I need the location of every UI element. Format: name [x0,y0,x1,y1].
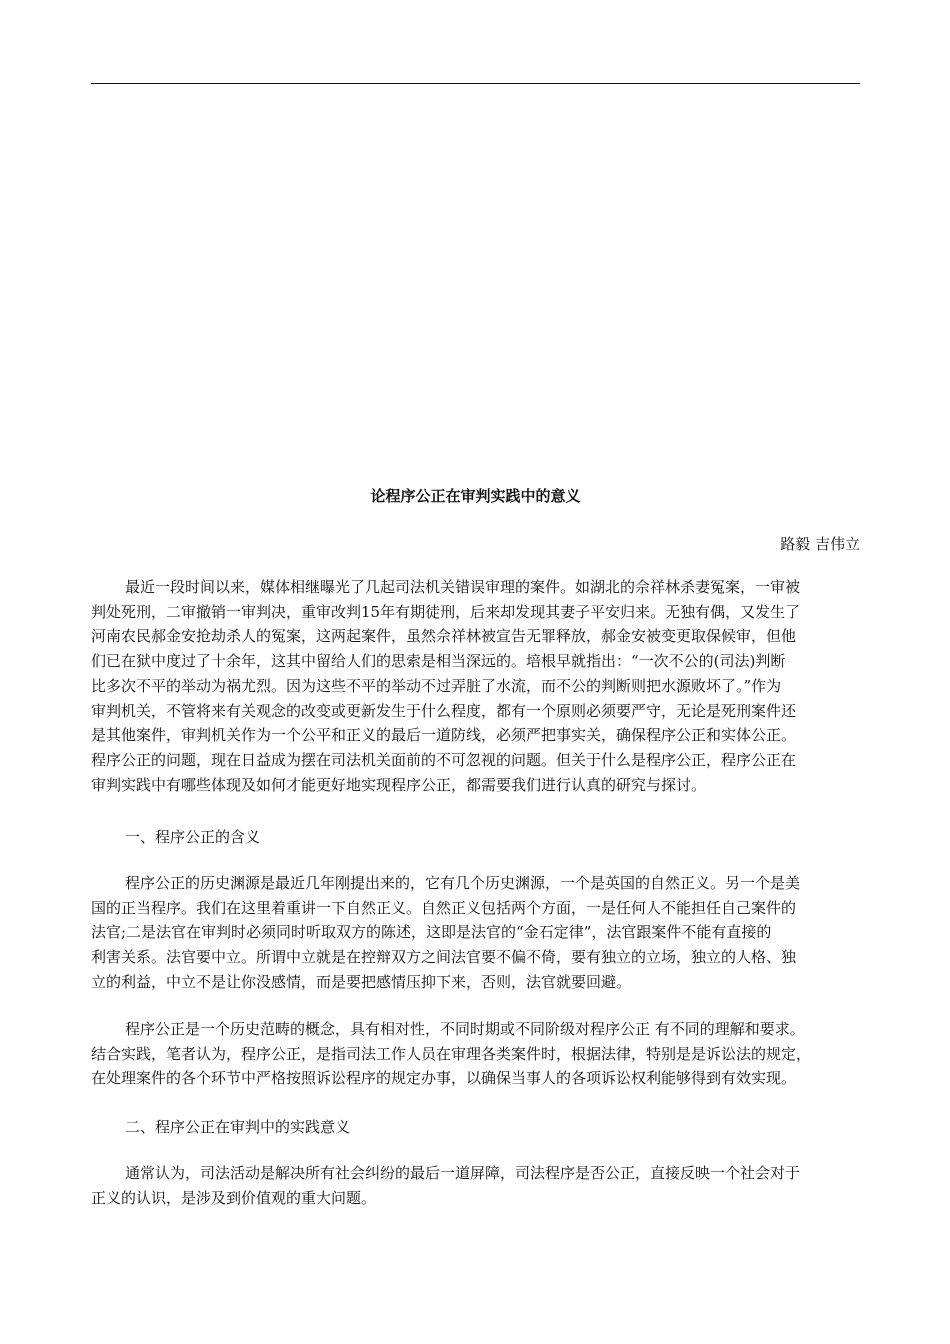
paragraph-line: 是其他案件，审判机关作为一个公平和正义的最后一道防线，必须严把事实关，确保程序公正和实体公正。 [91,726,797,745]
paragraph-line: 审判实践中有哪些体现及如何才能更好地实现程序公正，都需要我们进行认真的研究与探讨。 [91,775,707,794]
section-heading: 二、程序公正在审判中的实践意义 [125,1118,351,1136]
paragraph-line: 通常认为，司法活动是解决所有社会纠纷的最后一道屏障，司法程序是否公正，直接反映一个社会对于 [125,1164,801,1182]
paragraph-line: 比多次不平的举动为祸尤烈。因为这些不平的举动不过弄脏了水流，而不公的判断则把水源败坏了。”作为 [91,676,782,695]
body-paragraph [91,1017,860,1091]
document-authors: 路毅 吉伟立 [780,535,860,553]
header-rule [91,83,860,84]
paragraph-line: 立的利益，中立不是让你没感情，而是要把感情压抑下来，否则，法官就要回避。 [91,972,632,991]
paragraph-line: 程序公正的问题，现在日益成为摆在司法机关面前的不可忽视的问题。但关于什么是程序公正，程序公正在 [91,750,797,769]
paragraph-line: 正义的认识，是涉及到价值观的重大问题。 [91,1188,377,1207]
paragraph-line: 法官;二是法官在审判时必须同时听取双方的陈述，这即是法官的“金石定律”，法官跟案件不能有直接的 [91,923,772,942]
paragraph-line: 河南农民郝金安抢劫杀人的冤案，这两起案件，虽然佘祥林被宣告无罪释放，郝金安被变更取保候审，但他 [91,627,797,646]
paragraph-line: 国的正当程序。我们在这里着重讲一下自然正义。自然正义包括两个方面，一是任何人不能担任自己案件的 [91,898,797,917]
paragraph-line: 利害关系。法官要中立。所谓中立就是在控辩双方之间法官要不偏不倚，要有独立的立场，独立的人格、独 [91,948,797,967]
paragraph-line: 最近一段时间以来，媒体相继曝光了几起司法机关错误审理的案件。如湖北的佘祥林杀妻冤案，一审被 [125,578,801,596]
paragraph-line: 们已在狱中度过了十余年，这其中留给人们的思索是相当深远的。培根早就指出：“一次不公的(司法)判断 [91,652,786,671]
body-paragraph [91,1161,860,1210]
paragraph-line: 程序公正是一个历史范畴的概念，具有相对性，不同时期或不同阶级对程序公正 有不同的理解和要求。 [125,1020,805,1038]
paragraph-line: 结合实践，笔者认为，程序公正，是指司法工作人员在审理各类案件时，根据法律，特别是是诉讼法的规定， [91,1044,812,1063]
document-title: 论程序公正在审判实践中的意义 [370,487,581,505]
body-paragraph [91,575,860,797]
paragraph-line: 程序公正的历史渊源是最近几年刚提出来的，它有几个历史渊源，一个是英国的自然正义。另一个是美 [125,874,801,892]
section-heading: 一、程序公正的含义 [125,828,261,846]
body-paragraph [91,871,860,995]
paragraph-line: 判处死刑，二审撤销一审判决，重审改判15年有期徒刑，后来却发现其妻子平安归来。无独有偶，又发生了 [91,602,801,621]
paragraph-line: 审判机关，不管将来有关观念的改变或更新发生于什么程度，都有一个原则必须要严守，无论是死刑案件还 [91,701,797,720]
paragraph-line: 在处理案件的各个环节中严格按照诉讼程序的规定办事，以确保当事人的各项诉讼权利能够得到有效实现。 [91,1069,797,1088]
